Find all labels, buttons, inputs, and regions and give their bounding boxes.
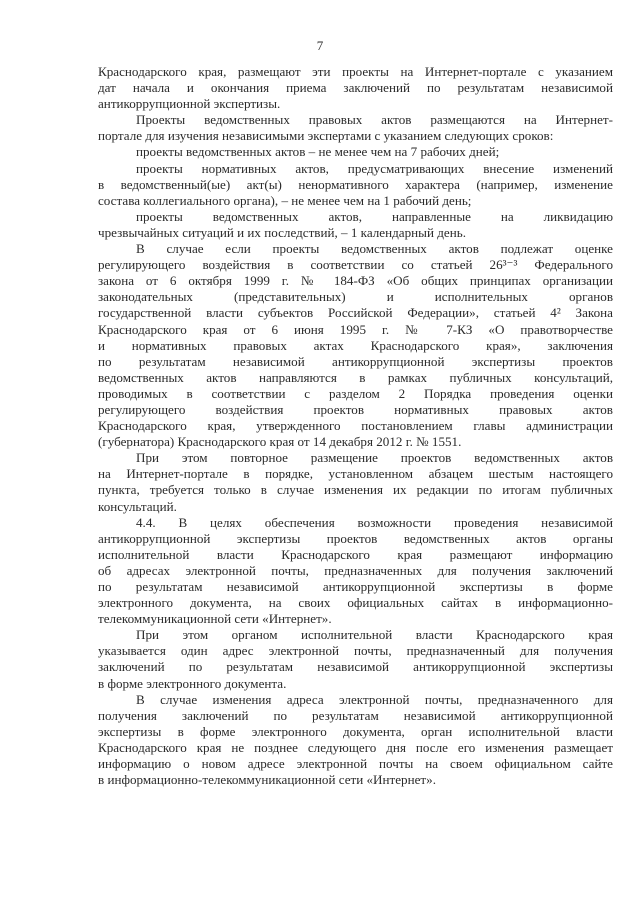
paragraph-line: Краснодарского края, размещают эти проекты на Интернет-портале с указанием — [98, 64, 613, 79]
paragraph-line: по результатам независимой антикоррупционной экспертизы в форме — [98, 579, 613, 594]
paragraph-line: Краснодарского края не позднее следующего дня после его изменения размещает — [98, 739, 613, 755]
paragraph-line: При этом повторное размещение проектов ведомственных актов — [136, 450, 613, 466]
paragraph-line: проекты ведомственных актов, направленные на ликвидацию — [136, 208, 613, 224]
paragraph-line: ведомственных актов направляются в рамках публичных консультаций, — [98, 369, 613, 385]
paragraph-line: закона от 6 октября 1999 г. № 184-ФЗ «Об общих принципах организации — [98, 273, 613, 289]
paragraph-line: антикоррупционной экспертизы. — [98, 96, 281, 112]
paragraph-line: пункта, требуется только в случае изменения их редакции по итогам публичных — [98, 482, 613, 498]
paragraph-line: телекоммуникационной сети «Интернет». — [98, 611, 332, 627]
paragraph-line: портале для изучения независимыми экспертами с указанием следующих сроков: — [98, 128, 554, 144]
paragraph-line: получения заключений по результатам независимой антикоррупционной — [98, 707, 613, 723]
paragraph-line: по результатам независимой антикоррупционной экспертизы проектов — [98, 353, 613, 369]
paragraph-line: антикоррупционной экспертизы проектов ведомственных актов органы — [98, 530, 613, 546]
paragraph-line: в информационно-телекоммуникационной сети «Интернет». — [98, 772, 436, 788]
paragraph-line: государственной власти субъектов Российской Федерации», статьей 4² Закона — [98, 305, 613, 321]
paragraph-line: экспертизы в форме электронного документа, орган исполнительной власти — [98, 723, 613, 739]
paragraph-line: заключений по результатам независимой антикоррупционной экспертизы — [98, 659, 613, 675]
paragraph-line: Проекты ведомственных правовых актов размещаются на Интернет- — [136, 112, 613, 128]
paragraph-line: (губернатора) Краснодарского края от 14 декабря 2012 г. № 1551. — [98, 434, 462, 450]
paragraph-line: указывается один адрес электронной почты, предназначенный для получения — [98, 643, 613, 659]
paragraph-line: консультаций. — [98, 498, 177, 514]
paragraph-line: чрезвычайных ситуаций и их последствий, – 1 календарный день. — [98, 224, 466, 240]
paragraph-line: информацию о новом адресе электронной почты на своем официальном сайте — [98, 756, 613, 772]
paragraph-line: проекты ведомственных актов – не менее чем на 7 рабочих дней; — [136, 144, 500, 160]
paragraph-line: Краснодарского края, утвержденного постановлением главы администрации — [98, 418, 613, 434]
paragraph-line: При этом органом исполнительной власти Краснодарского края — [136, 627, 613, 643]
paragraph-line: законодательных (представительных) и исполнительных органов — [98, 289, 613, 305]
paragraph-line: регулирующего воздействия в соответствии со статьей 26³⁻³ Федерального — [98, 257, 613, 273]
paragraph-line: Краснодарского края от 6 июня 1995 г. № 7-КЗ «О правотворчестве — [98, 321, 613, 337]
paragraph-line: дат начала и окончания приема заключений по результатам независимой — [98, 80, 613, 96]
paragraph-line: на Интернет-портале в порядке, установленном абзацем шестым настоящего — [98, 466, 613, 482]
paragraph-line: состава коллегиального органа), – не менее чем на 1 рабочий день; — [98, 192, 472, 208]
paragraph-line: проводимых в соответствии с разделом 2 Порядка проведения оценки — [98, 385, 613, 401]
page-number: 7 — [316, 38, 324, 53]
paragraph-line: В случае изменения адреса электронной почты, предназначенного для — [136, 691, 613, 707]
paragraph-line: в ведомственный(ые) акт(ы) ненормативного характера (например, изменение — [98, 176, 613, 192]
paragraph-line: и нормативных правовых актах Краснодарского края», заключения — [98, 337, 613, 353]
paragraph-line: В случае если проекты ведомственных актов подлежат оценке — [136, 241, 613, 257]
paragraph-line: в форме электронного документа. — [98, 675, 287, 691]
paragraph-line: электронного документа, на своих официальных сайтах в информационно- — [98, 595, 613, 611]
paragraph-line: 4.4. В целях обеспечения возможности проведения независимой — [136, 514, 613, 530]
paragraph-line: регулирующего воздействия проектов нормативных правовых актов — [98, 401, 613, 417]
paragraph-line: исполнительной власти Краснодарского края размещают информацию — [98, 546, 613, 562]
paragraph-line: об адресах электронной почты, предназначенных для получения заключений — [98, 562, 613, 578]
document-body — [98, 64, 613, 788]
paragraph-line: проекты нормативных актов, предусматривающих внесение изменений — [136, 160, 613, 176]
